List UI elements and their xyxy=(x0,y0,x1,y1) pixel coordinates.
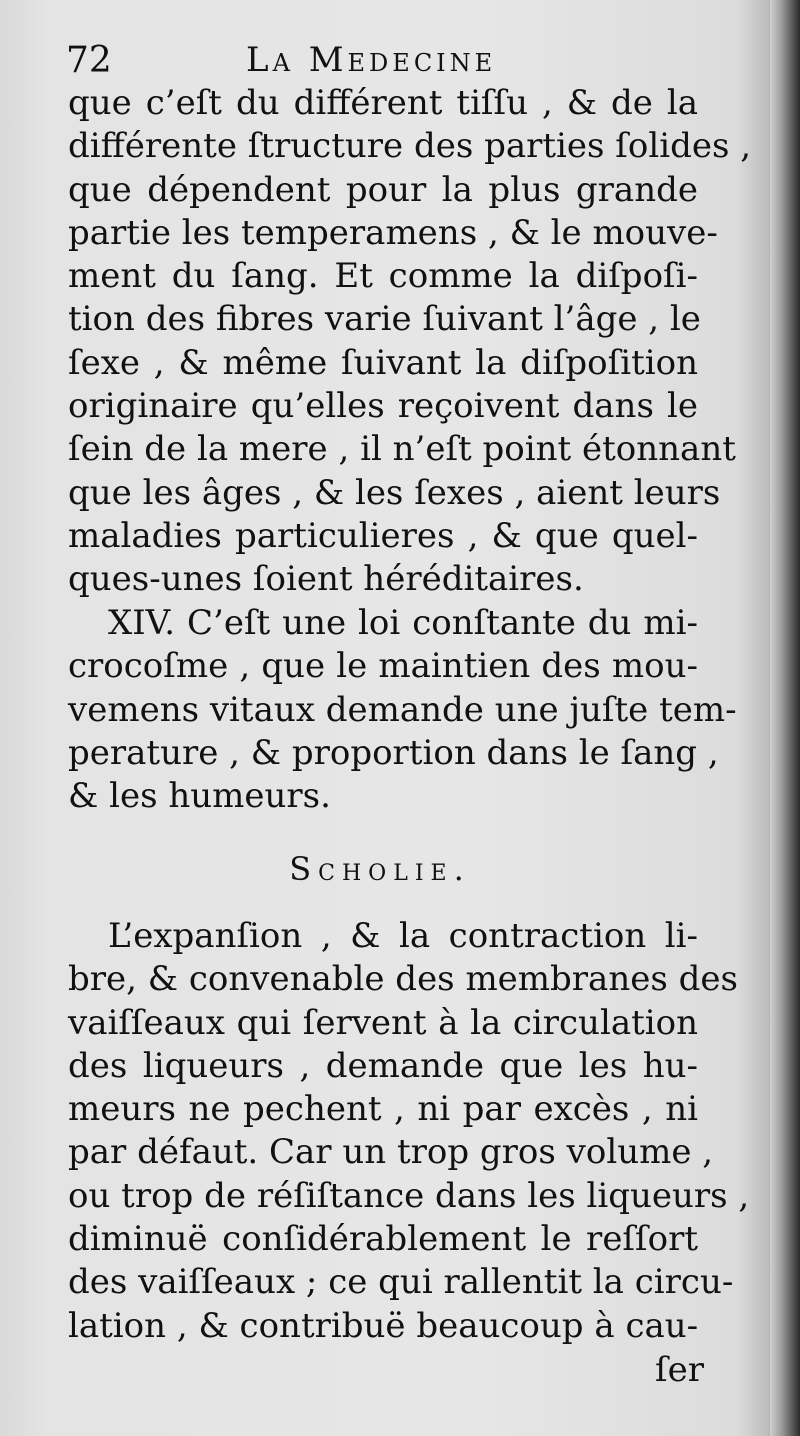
text-line: vaiſſeaux qui ſervent à la circulation xyxy=(68,1002,698,1043)
text-line: ſexe , & même ſuivant la diſpoſition xyxy=(68,342,698,383)
section-heading: Scholie. xyxy=(289,850,471,888)
text-line: par défaut. Car un trop gros volume , xyxy=(68,1132,714,1173)
page-number: 72 xyxy=(66,40,112,81)
text-line: & les humeurs. xyxy=(68,776,331,817)
text-line: XIV. C’eſt une loi conſtante du mi- xyxy=(108,603,698,643)
page-edge-shadow xyxy=(770,0,800,1436)
text-line: L’expanſion , & la contraction li- xyxy=(108,916,698,956)
text-line: des vaiſſeaux ; ce qui rallentit la circu- xyxy=(68,1262,734,1303)
text-line: originaire qu’elles reçoivent dans le xyxy=(68,386,698,427)
text-line: perature , & proportion dans le ſang , xyxy=(68,732,719,773)
text-line: meurs ne pechent , ni par excès , ni xyxy=(68,1089,698,1130)
paragraph-1 xyxy=(68,82,752,602)
text-line: partie les temperamens , & le mouve- xyxy=(68,212,718,253)
text-line: vemens vitaux demande une juſte tem- xyxy=(68,689,737,730)
text-line: ou trop de réſiſtance dans les liqueurs , xyxy=(68,1175,750,1216)
text-line: ſein de la mere , il n’eſt point étonnant xyxy=(68,429,736,470)
text-line: différente ſtructure des parties ſolides , xyxy=(68,126,752,167)
text-line: crocoſme , que le maintien des mou- xyxy=(68,646,698,687)
text-line: lation , & contribuë beaucoup à cau- xyxy=(68,1305,699,1346)
text-line: diminuë conſidérablement le reſſort xyxy=(68,1219,698,1260)
text-line: que c’eſt du différent tiſſu , & de la xyxy=(68,83,698,123)
text-line: maladies particulieres , & que quel- xyxy=(68,515,698,556)
text-line: des liqueurs , demande que les hu- xyxy=(68,1045,698,1086)
catchword: ſer xyxy=(655,1350,704,1390)
text-line: que les âges , & les ſexes , aient leurs xyxy=(68,472,721,513)
text-line: tion des fibres varie ſuivant l’âge , le xyxy=(68,299,701,340)
paragraph-2 xyxy=(68,602,737,818)
text-line: que dépendent pour la plus grande xyxy=(68,169,698,210)
text-line: ques-unes ſoient héréditaires. xyxy=(68,559,584,600)
text-line: bre, & convenable des membranes des xyxy=(68,959,738,1000)
running-title: La Medecine xyxy=(246,40,497,80)
text-line: ment du ſang. Et comme la diſpoſi- xyxy=(68,256,698,297)
page-header xyxy=(66,38,706,88)
paragraph-3 xyxy=(68,915,750,1348)
